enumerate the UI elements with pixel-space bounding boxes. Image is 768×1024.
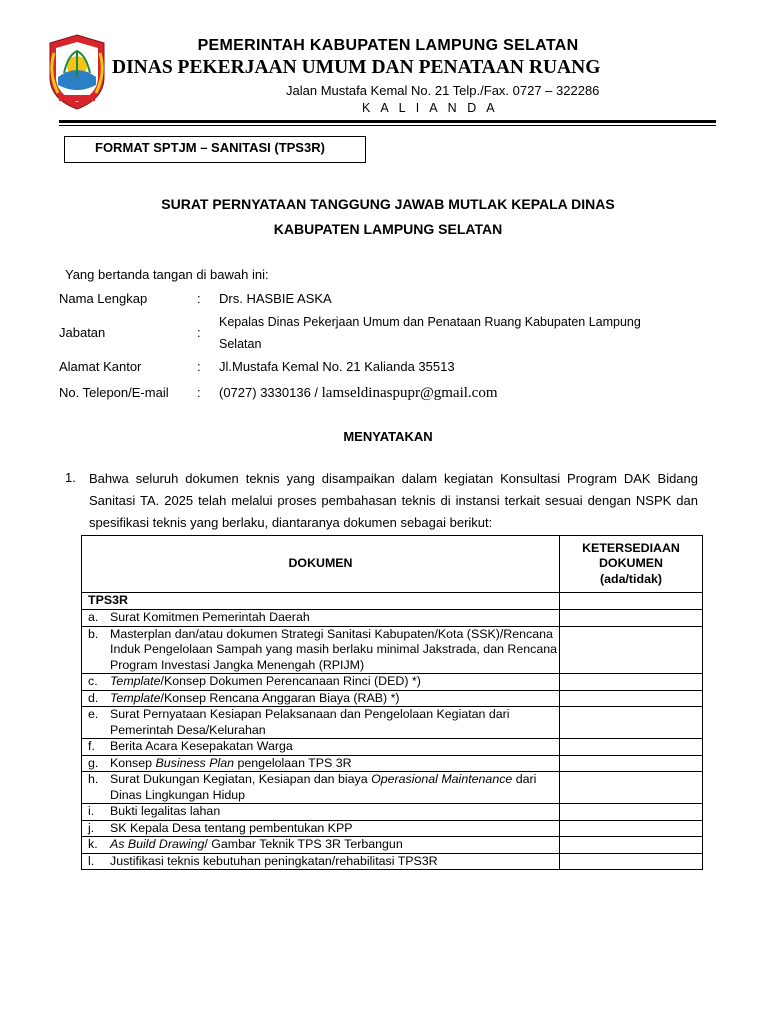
availability-cell <box>560 707 703 739</box>
section-label: TPS3R <box>82 593 560 610</box>
header-availability: KETERSEDIAAN DOKUMEN (ada/tidak) <box>560 536 703 593</box>
contact-value <box>219 385 498 402</box>
document-cell <box>82 804 560 821</box>
row-letter: c. <box>88 674 98 688</box>
row-text <box>110 707 559 738</box>
row-text-part: Surat Komitmen Pemerintah Daerah <box>110 610 310 624</box>
row-text-part: Berita Acara Kesepakatan Warga <box>110 739 293 753</box>
row-text <box>110 756 559 772</box>
row-text-part: Konsep <box>110 755 156 770</box>
office-separator: : <box>197 359 201 374</box>
point-text: Bahwa seluruh dokumen teknis yang disampaikan dalam kegiatan Konsultasi Program DAK Bidang Sanitasi TA. 2025 telah melalui proses pembahasan teknis di instansi terkait sesuai dengan NSPK dan spesifikasi teknis yang berlaku, diantaranya dokumen sebagai berikut: <box>89 471 698 530</box>
row-text-part: / Gambar Teknik TPS 3R Terbangun <box>204 837 403 851</box>
row-letter: g. <box>88 755 99 770</box>
document-cell <box>82 772 560 804</box>
document-cell <box>82 610 560 627</box>
row-text <box>110 804 559 820</box>
intro-text: Yang bertanda tangan di bawah ini: <box>65 267 269 282</box>
document-cell <box>82 707 560 739</box>
availability-cell <box>560 837 703 854</box>
row-text <box>110 627 559 674</box>
row-letter: d. <box>88 690 99 705</box>
availability-cell <box>560 772 703 804</box>
document-cell <box>82 755 560 772</box>
position-separator: : <box>197 325 201 340</box>
availability-cell <box>560 755 703 772</box>
row-text <box>110 772 559 803</box>
availability-cell <box>560 674 703 691</box>
table-row <box>82 804 703 821</box>
row-letter: k. <box>88 837 98 851</box>
italic-term: As Build Drawing <box>110 837 205 851</box>
table-row <box>82 707 703 739</box>
row-text <box>110 854 559 870</box>
availability-cell <box>560 804 703 821</box>
table-row <box>82 853 703 870</box>
office-value: Jl.Mustafa Kemal No. 21 Kalianda 35513 <box>219 359 455 374</box>
row-text-part: Surat Pernyataan Kesiapan Pelaksanaan dan Pengelolaan Kegiatan dari Pemerintah Desa/Kelurahan <box>110 707 510 737</box>
document-cell <box>82 690 560 707</box>
availability-cell <box>560 690 703 707</box>
row-letter: b. <box>88 626 99 641</box>
document-cell <box>82 626 560 674</box>
table-row <box>82 820 703 837</box>
letterhead-rule-thin <box>59 125 716 126</box>
document-title-line1: SURAT PERNYATAAN TANGGUNG JAWAB MUTLAK KEPALA DINAS <box>161 196 615 212</box>
section-availability-cell <box>560 593 703 610</box>
availability-cell <box>560 739 703 756</box>
table-section-row <box>82 593 703 610</box>
availability-cell <box>560 610 703 627</box>
letterhead-rule-thick <box>59 120 716 123</box>
table-row <box>82 755 703 772</box>
italic-term: Business Plan <box>155 755 234 770</box>
row-letter: e. <box>88 707 99 721</box>
city-name: K A L I A N D A <box>362 101 499 115</box>
position-label: Jabatan <box>59 325 106 340</box>
availability-cell <box>560 820 703 837</box>
italic-term: Template <box>110 690 161 705</box>
row-text-part: SK Kepala Desa tentang pembentukan KPP <box>110 820 353 835</box>
table-row <box>82 837 703 854</box>
name-label: Nama Lengkap <box>59 291 148 306</box>
availability-cell <box>560 853 703 870</box>
availability-cell <box>560 626 703 674</box>
row-text-part: Masterplan dan/atau dokumen Strategi Sanitasi Kabupaten/Kota (SSK)/Rencana Induk Pengelolaan Sampah yang masih berlaku minimal Jakstrada, dan Rencana Program Investasi Jangka Menengah (RPIJM) <box>110 626 558 672</box>
format-label: FORMAT SPTJM – SANITASI (TPS3R) <box>95 140 325 155</box>
statement-heading: MENYATAKAN <box>343 429 433 444</box>
position-value: Kepalas Dinas Pekerjaan Umum dan Penataan Ruang Kabupaten Lampung Selatan <box>219 315 641 351</box>
header-document: DOKUMEN <box>82 536 560 593</box>
table-row <box>82 610 703 627</box>
italic-term: Operasional Maintenance <box>371 772 513 786</box>
table-row <box>82 690 703 707</box>
row-text <box>110 821 559 837</box>
name-value: Drs. HASBIE ASKA <box>219 291 332 306</box>
contact-separator: : <box>197 385 201 400</box>
table-row <box>82 772 703 804</box>
row-text-part: Surat Dukungan Kegiatan, Kesiapan dan biaya <box>110 772 372 786</box>
table-row <box>82 626 703 674</box>
row-letter: j. <box>88 820 95 835</box>
row-text-part: /Konsep Dokumen Perencanaan Rinci (DED) *) <box>160 674 421 688</box>
table-header-row <box>82 536 703 593</box>
row-text-part: Bukti legalitas lahan <box>110 804 221 818</box>
row-text <box>110 610 559 626</box>
row-letter: a. <box>88 610 99 624</box>
row-text <box>110 739 559 755</box>
row-letter: i. <box>88 804 95 818</box>
row-letter: l. <box>88 853 95 868</box>
contact-phone: (0727) 3330136 / <box>219 385 322 400</box>
document-cell <box>82 739 560 756</box>
table-row <box>82 674 703 691</box>
document-title-line2: KABUPATEN LAMPUNG SELATAN <box>273 221 503 237</box>
italic-term: Template <box>110 674 161 688</box>
row-text-part: dari Dinas Lingkungan Hidup <box>110 772 537 802</box>
point-number: 1. <box>65 470 76 485</box>
format-label-box <box>64 136 366 163</box>
row-text <box>110 691 559 707</box>
document-cell <box>82 837 560 854</box>
row-letter: h. <box>88 772 99 786</box>
office-address: Jalan Mustafa Kemal No. 21 Telp./Fax. 0727 – 322286 <box>286 83 600 98</box>
document-table <box>81 535 703 870</box>
row-text-part: pengelolaan TPS 3R <box>234 755 352 770</box>
row-text-part: /Konsep Rencana Anggaran Biaya (RAB) *) <box>160 690 400 705</box>
contact-email: lamseldinaspupr@gmail.com <box>321 385 498 401</box>
government-name: PEMERINTAH KABUPATEN LAMPUNG SELATAN <box>197 37 579 54</box>
name-separator: : <box>197 291 201 306</box>
document-cell <box>82 820 560 837</box>
row-letter: f. <box>88 739 95 753</box>
row-text <box>110 837 559 853</box>
office-label: Alamat Kantor <box>59 359 142 374</box>
row-text <box>110 674 559 690</box>
table-row <box>82 739 703 756</box>
document-cell <box>82 853 560 870</box>
document-cell <box>82 674 560 691</box>
department-name: DINAS PEKERJAAN UMUM DAN PENATAAN RUANG <box>112 57 601 78</box>
contact-label: No. Telepon/E-mail <box>59 385 169 400</box>
row-text-part: Justifikasi teknis kebutuhan peningkatan/rehabilitasi TPS3R <box>110 853 438 868</box>
